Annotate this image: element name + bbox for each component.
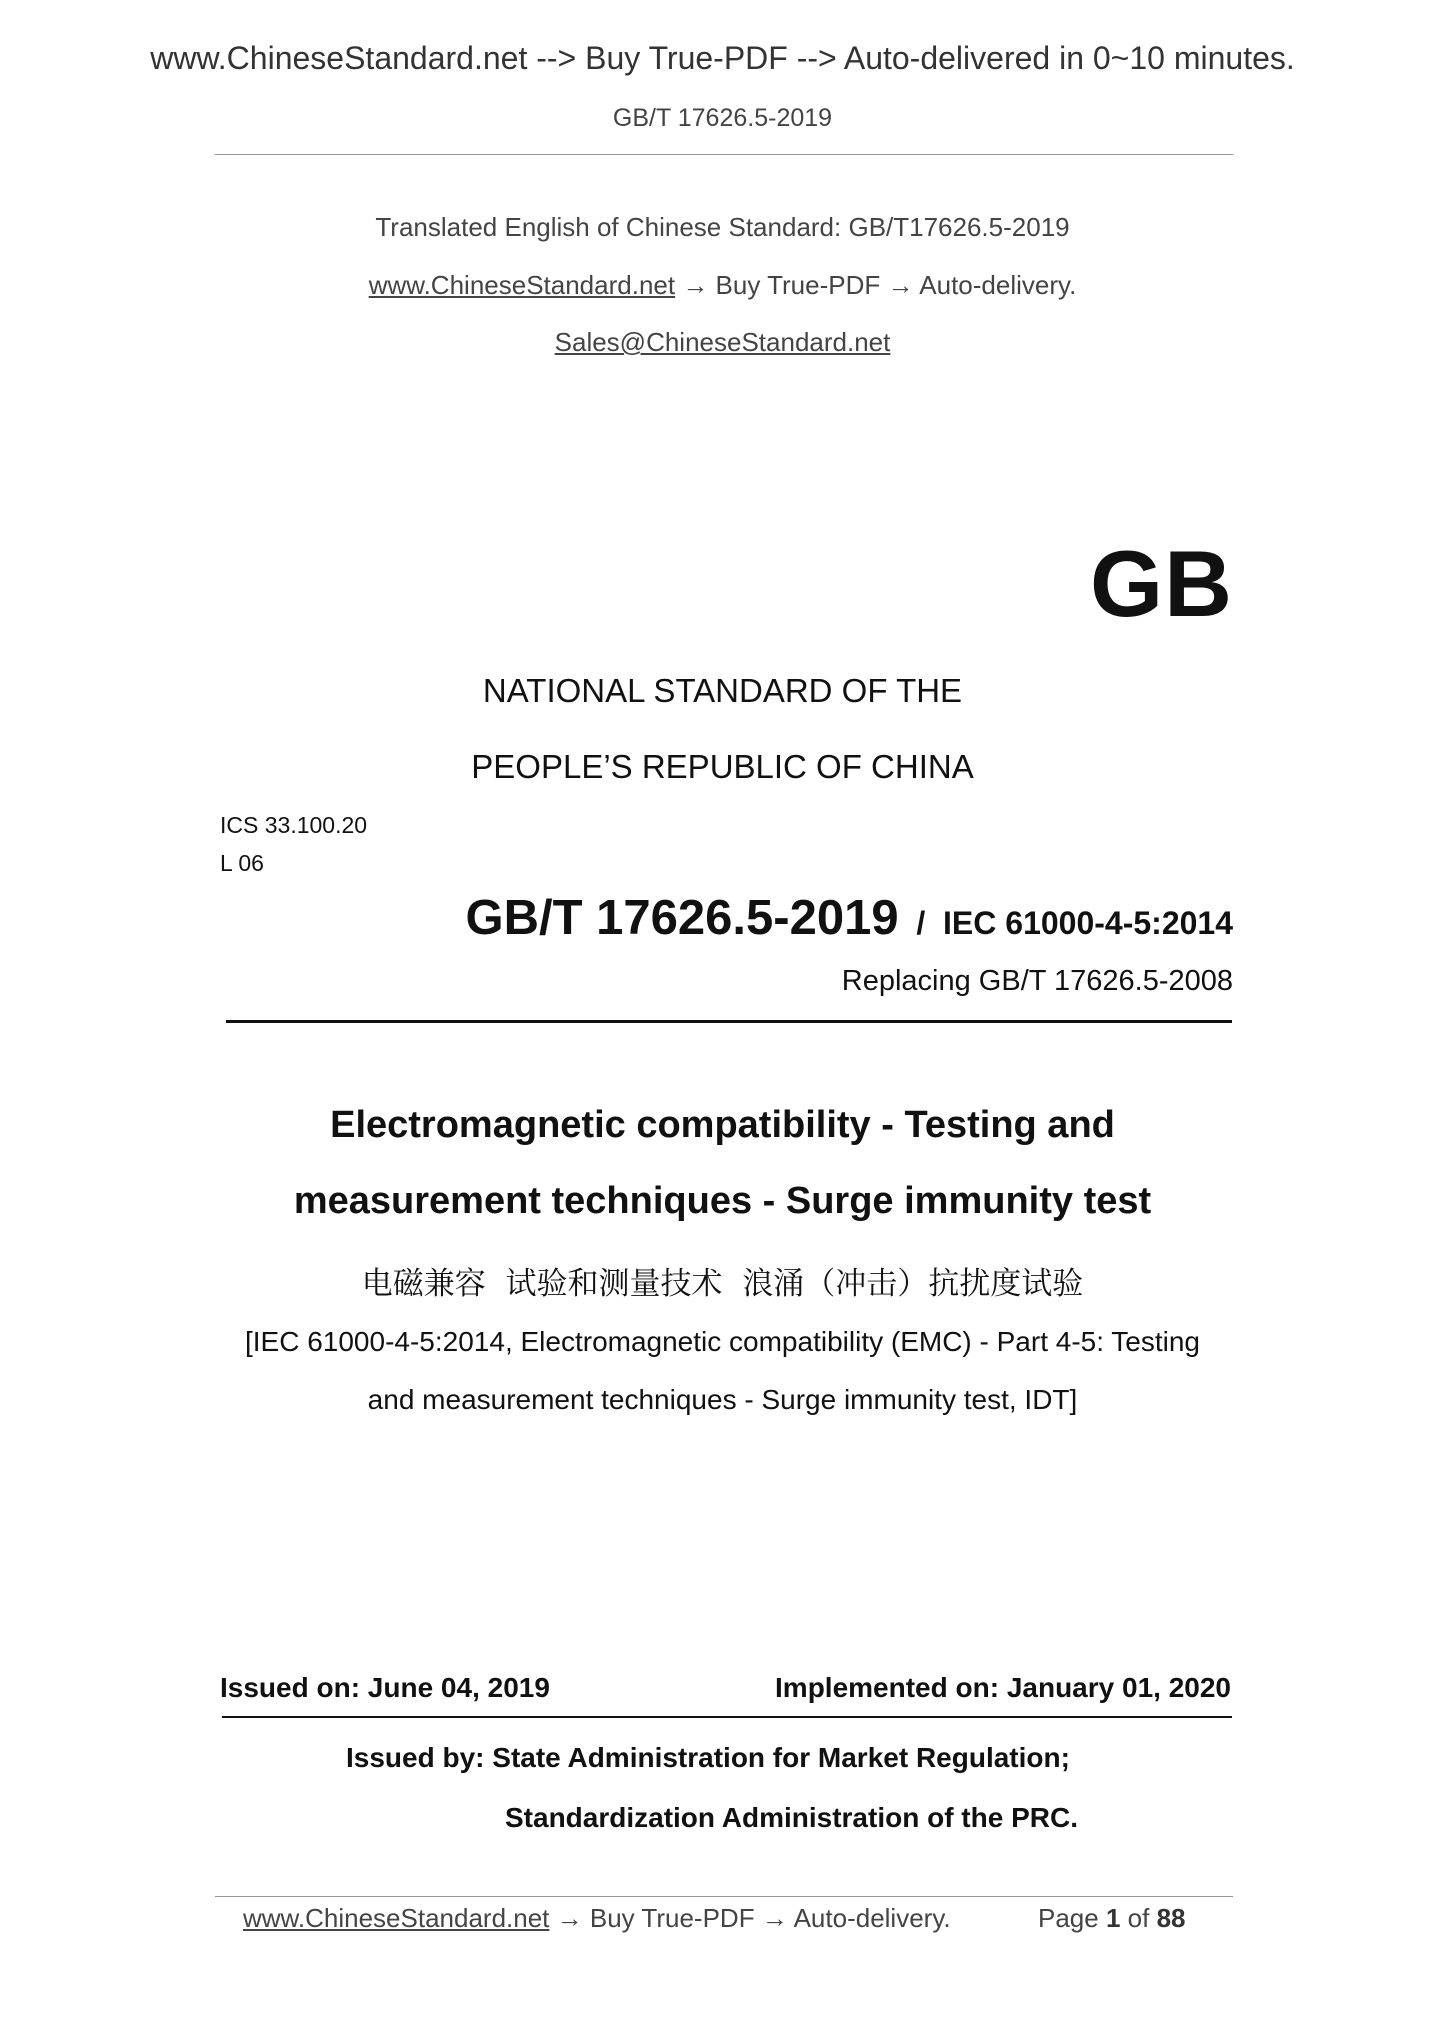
arrow-right-icon: → [682,270,709,300]
email-link[interactable]: Sales@ChineseStandard.net [554,327,891,357]
idt-line1: [IEC 61000-4-5:2014, Electromagnetic compatibility (EMC) - Part 4-5: Testing [244,1326,1200,1357]
arrow-right-icon: → [556,1903,583,1933]
footer-links [243,1903,951,1934]
footer-divider [215,1896,1233,1897]
issued-date: Issued on: June 04, 2019 [220,1672,550,1703]
idt-line2: and measurement techniques - Surge immunity test, IDT] [367,1384,1078,1415]
arrow-right-icon: → [761,1903,788,1933]
site-link[interactable]: www.ChineseStandard.net [368,270,676,300]
footer-site-link[interactable]: www.ChineseStandard.net [243,1903,550,1933]
footer-auto-delivery-text: Auto-delivery. [787,1903,951,1933]
national-standard-line2: PEOPLE’S REPUBLIC OF CHINA [471,748,974,785]
top-banner: www.ChineseStandard.net --> Buy True-PDF --> Auto-delivered in 0~10 minutes. [150,40,1295,76]
issuer-line1: Issued by: State Administration for Market Regulation; [346,1742,1070,1773]
footer-buy-text: Buy True-PDF [582,1903,762,1933]
translation-line: Translated English of Chinese Standard: GB/T17626.5-2019 [375,212,1070,242]
translation-links [0,270,1445,301]
replacing-line: Replacing GB/T 17626.5-2008 [841,965,1233,997]
header-standard-code: GB/T 17626.5-2019 [612,104,833,132]
implemented-date: Implemented on: January 01, 2020 [775,1672,1231,1703]
title-line2: measurement techniques - Surge immunity test [293,1180,1152,1222]
buy-text: Buy True-PDF [708,270,888,300]
email-line [0,327,1445,358]
header-divider [215,154,1233,155]
title-divider [226,1020,1232,1023]
page-indicator [1038,1903,1186,1934]
dates-divider [222,1716,1232,1718]
standard-separator: / [898,905,944,941]
gb-mark: GB [1090,531,1233,636]
auto-delivery-text: Auto-delivery. [913,270,1077,300]
chinese-title: 电磁兼容 试验和测量技术 浪涌（冲击）抗扰度试验 [361,1266,1084,1302]
page-total: 88 [1156,1903,1186,1933]
standard-number: GB/T 17626.5-2019 [465,891,899,945]
of-label: of [1127,1903,1150,1933]
standard-number-line [465,890,1233,946]
page-label: Page [1038,1903,1099,1933]
category-code: L 06 [220,850,264,876]
arrow-right-icon: → [887,270,914,300]
national-standard-line1: NATIONAL STANDARD OF THE [482,672,963,709]
issuer-line2: Standardization Administration of the PRC. [505,1802,1078,1833]
iec-number: IEC 61000-4-5:2014 [943,905,1233,941]
title-line1: Electromagnetic compatibility - Testing and [330,1104,1115,1146]
ics-code: ICS 33.100.20 [220,812,368,838]
page-number: 1 [1105,1903,1121,1933]
